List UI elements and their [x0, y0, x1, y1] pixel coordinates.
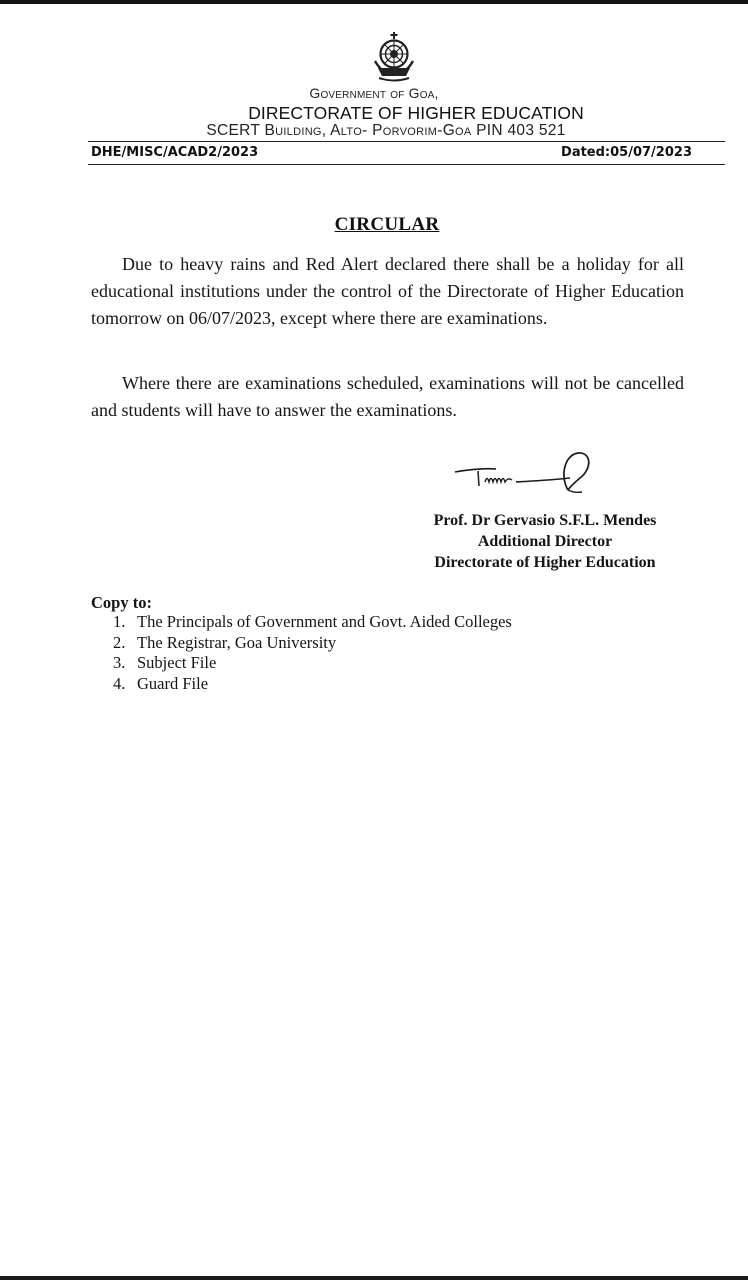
signatory-office: Directorate of Higher Education	[434, 554, 656, 571]
signatory-block	[400, 510, 690, 573]
list-item-number: 1.	[113, 612, 126, 631]
copy-to-list	[113, 612, 512, 694]
list-item	[113, 674, 512, 695]
government-name: Government of Goa,	[309, 85, 439, 101]
list-item	[113, 633, 512, 654]
list-item-text: The Principals of Government and Govt. Aided Colleges	[137, 612, 512, 631]
circular-title: CIRCULAR	[334, 214, 440, 235]
list-item-text: The Registrar, Goa University	[137, 632, 337, 652]
circular-paragraph-examinations: Where there are examinations scheduled, examinations will not be cancelled and students will have to answer the examinations.	[91, 373, 684, 420]
list-item	[113, 612, 512, 633]
goa-state-emblem-icon	[369, 30, 419, 84]
list-item-number: 2.	[113, 632, 126, 652]
office-address: SCERT Building, Alto- Porvorim-Goa PIN 403 521	[206, 122, 566, 139]
list-item-text: Guard File	[137, 673, 209, 693]
list-item-number: 4.	[113, 673, 126, 693]
header-divider	[88, 141, 725, 142]
list-item-text: Subject File	[137, 653, 217, 672]
list-item-number: 3.	[113, 653, 126, 672]
circular-date: Dated:05/07/2023	[561, 145, 692, 160]
circular-paragraph-holiday: Due to heavy rains and Red Alert declared there shall be a holiday for all educational institutions under the control of the Directorate of Higher Education tomorrow on 06/07/2023, except where there are examinations.	[91, 254, 684, 328]
handwritten-signature	[452, 445, 602, 501]
top-border	[0, 0, 748, 4]
reference-number: DHE/MISC/ACAD2/2023	[91, 145, 259, 160]
signatory-name: Prof. Dr Gervasio S.F.L. Mendes	[433, 512, 657, 529]
signatory-designation: Additional Director	[477, 533, 613, 550]
copy-to-heading: Copy to:	[91, 593, 152, 612]
directorate-name: DIRECTORATE OF HIGHER EDUCATION	[248, 103, 584, 123]
bottom-border	[0, 1276, 748, 1280]
reference-divider	[88, 164, 725, 165]
list-item	[113, 653, 512, 674]
